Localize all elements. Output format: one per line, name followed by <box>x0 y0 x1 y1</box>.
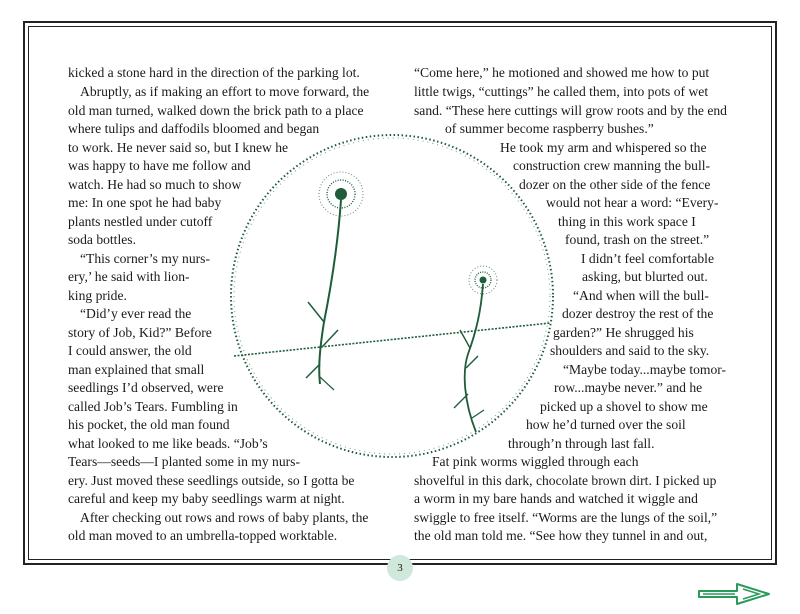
right-line-18: row...maybe never.” and he <box>554 380 703 395</box>
left-line-26: old man moved to an umbrella-topped worktable. <box>68 528 338 543</box>
left-line-14: “Did’y ever read the <box>80 306 192 321</box>
left-line-4: where tulips and daffodils bloomed and began <box>68 121 320 136</box>
left-line-7: watch. He had so much to show <box>68 177 242 192</box>
right-line-1: “Come here,” he motioned and showed me how to put <box>414 65 710 80</box>
left-line-25: After checking out rows and rows of baby plants, the <box>80 510 369 525</box>
right-line-4: of summer become raspberry bushes.” <box>445 121 654 136</box>
right-line-21: through’n through last fall. <box>508 436 655 451</box>
right-line-24: a worm in my bare hands and watched it wiggle and <box>414 491 698 506</box>
horizon-line <box>234 323 550 356</box>
right-line-13: “And when will the bull- <box>573 288 709 303</box>
left-line-10: soda bottles. <box>68 232 136 247</box>
right-line-16: shoulders and said to the sky. <box>550 343 710 358</box>
small-dandelion <box>454 266 497 432</box>
right-line-7: dozer on the other side of the fence <box>519 177 711 192</box>
left-line-11: “This corner’s my nurs- <box>80 251 210 266</box>
left-line-19: called Job’s Tears. Fumbling in <box>68 399 238 414</box>
page-number-badge <box>387 555 413 581</box>
left-line-6: was happy to have me follow and <box>68 158 251 173</box>
left-line-12: ery,’ he said with lion- <box>68 269 190 284</box>
right-line-11: I didn’t feel comfortable <box>581 251 714 266</box>
left-line-21: what looked to me like beads. “Job’s <box>68 436 268 451</box>
right-line-8: would not hear a word: “Every- <box>546 195 719 210</box>
left-line-15: story of Job, Kid?” Before <box>68 325 212 340</box>
shovel-arrow-icon[interactable] <box>697 580 771 608</box>
dandelion-illustration <box>228 132 556 460</box>
left-line-8: me: In one spot he had baby <box>68 195 222 210</box>
left-line-20: his pocket, the old man found <box>68 417 230 432</box>
circle-border <box>231 135 553 457</box>
left-line-3: old man turned, walked down the brick path to a place <box>68 103 364 118</box>
right-line-5: He took my arm and whispered so the <box>500 140 707 155</box>
right-line-19: picked up a shovel to show me <box>540 399 708 414</box>
left-line-5: to work. He never said so, but I knew he <box>68 140 289 155</box>
right-line-3: sand. “These here cuttings will grow roots and by the end <box>414 103 727 118</box>
left-line-16: I could answer, the old <box>68 343 192 358</box>
right-line-20: how he’d turned over the soil <box>526 417 686 432</box>
right-line-10: found, trash on the street.” <box>565 232 710 247</box>
right-line-14: dozer destroy the rest of the <box>562 306 714 321</box>
large-dandelion <box>306 172 363 390</box>
page-number: 3 <box>397 562 403 574</box>
left-line-2: Abruptly, as if making an effort to move forward, the <box>80 84 370 99</box>
right-line-9: thing in this work space I <box>558 214 696 229</box>
left-line-9: plants nestled under cutoff <box>68 214 213 229</box>
left-line-18: seedlings I’d observed, were <box>68 380 224 395</box>
right-line-23: shovelful in this dark, chocolate brown dirt. I picked up <box>414 473 717 488</box>
right-line-12: asking, but blurted out. <box>582 269 708 284</box>
left-line-24: careful and keep my baby seedlings warm at night. <box>68 491 345 506</box>
right-line-17: “Maybe today...maybe tomor- <box>563 362 727 377</box>
right-line-15: garden?” He shrugged his <box>553 325 694 340</box>
left-line-13: king pride. <box>68 288 127 303</box>
right-line-6: construction crew manning the bull- <box>513 158 711 173</box>
right-line-22: Fat pink worms wiggled through each <box>432 454 639 469</box>
left-line-22: Tears—seeds—I planted some in my nurs- <box>68 454 300 469</box>
left-line-17: man explained that small <box>68 362 205 377</box>
right-line-2: little twigs, “cuttings” he called them, into pots of wet <box>414 84 709 99</box>
left-line-23: ery. Just moved these seedlings outside, so I gotta be <box>68 473 355 488</box>
right-line-25: swiggle to free itself. “Worms are the lungs of the soil,” <box>414 510 718 525</box>
right-line-26: the old man told me. “See how they tunnel in and out, <box>414 528 708 543</box>
left-line-1: kicked a stone hard in the direction of the parking lot. <box>68 65 360 80</box>
